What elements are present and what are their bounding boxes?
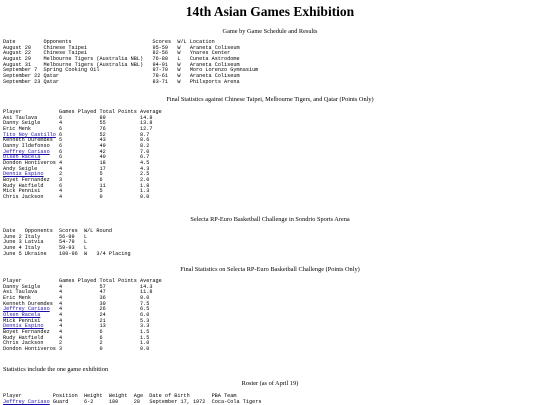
table-row: August 31 Melbourne Tigers (Australia NBL) 94-91 W Araneta Coliseum bbox=[3, 61, 240, 68]
table-row: Danny Seigle 4 55 13.8 bbox=[3, 120, 153, 127]
table-row: Danny Ildefonso 6 49 8.2 bbox=[3, 142, 150, 149]
sondrio-stats-heading: Final Statistics on Selecta RP-Euro Basketball Challenge (Points Only) bbox=[180, 266, 360, 273]
table-header: Player Games Played Total Points Average bbox=[3, 109, 162, 115]
table-row: Rudy Hatfield 4 6 1.5 bbox=[3, 334, 150, 341]
player-link[interactable]: Tito Noy Castillo bbox=[3, 131, 56, 138]
table-row: Boyet Fernandez 4 6 1.5 bbox=[3, 328, 150, 335]
table-row: Asi Taulava 6 89 14.8 bbox=[3, 114, 153, 121]
table-row: Rudy Hatfield 6 11 1.8 bbox=[3, 182, 150, 189]
table-header: Date Opponents Scores W/L Location bbox=[3, 39, 215, 45]
table-row: Dondon Hontiveros 3 0 0.0 bbox=[3, 345, 150, 352]
player-link[interactable]: Olsen Racela bbox=[3, 154, 41, 161]
player-link[interactable]: Dennis Espino bbox=[3, 171, 44, 178]
table-row: Jeffrey Cariaso 6 42 7.0 bbox=[3, 148, 150, 155]
player-link[interactable]: Dennis Espino bbox=[3, 323, 44, 330]
table-row: Olsen Racela 6 40 6.7 bbox=[3, 154, 150, 161]
table-row: Eric Menk 6 76 12.7 bbox=[3, 125, 153, 132]
player-link[interactable]: Jeffrey Cariaso bbox=[3, 306, 50, 313]
table-row: Chris Jackson 2 2 1.0 bbox=[3, 340, 150, 347]
table-row: Tito Noy Castillo 6 52 8.7 bbox=[3, 131, 150, 138]
table-row: August 22 Chinese Taipei 82-56 W Ynares Center bbox=[3, 50, 231, 57]
table-row: Eric Menk 4 36 9.0 bbox=[3, 294, 150, 301]
table-row: June 5 Ukraine 100-96 W 3/4 Placing bbox=[3, 250, 131, 257]
table-row: June 4 Italy 59-93 L bbox=[3, 244, 97, 251]
schedule-table bbox=[3, 40, 258, 85]
table-row: Asi Taulava 4 47 11.8 bbox=[3, 289, 153, 296]
table-row: Dondon Hontiveros 4 18 4.5 bbox=[3, 159, 150, 166]
table-header: Date Opponents Scores W/L Round bbox=[3, 228, 112, 234]
final-stats-table bbox=[3, 110, 162, 201]
schedule-heading: Game by Game Schedule and Results bbox=[222, 28, 318, 35]
sondrio-table bbox=[3, 229, 131, 257]
table-row: June 2 Italy 56-99 L bbox=[3, 233, 97, 240]
table-row: Andy Seigle 4 17 4.3 bbox=[3, 165, 150, 172]
roster-table bbox=[3, 394, 261, 405]
player-link[interactable]: Olsen Racela bbox=[3, 311, 41, 318]
final-stats-heading: Final Statistics against Chinese Taipei, Melbourne Tigers, and Qatar (Points Only) bbox=[166, 96, 374, 103]
table-row: June 3 Latvia 54-79 L bbox=[3, 239, 97, 246]
table-row: Olsen Racela 4 24 6.0 bbox=[3, 311, 150, 318]
table-row: Dennis Espino 2 5 2.5 bbox=[3, 171, 150, 178]
table-header: Player Position Height Weight Age Date of Birth PBA Team bbox=[3, 393, 237, 399]
table-row: Chris Jackson 4 0 0.0 bbox=[3, 193, 150, 200]
table-row: Jeffrey Cariaso 4 26 6.5 bbox=[3, 306, 150, 313]
table-row: Dennis Espino 4 13 3.3 bbox=[3, 323, 150, 330]
stats-note: Statistics include the one game exhibition bbox=[3, 366, 109, 373]
table-row: September 23 Qatar 83-71 W Philsports Arena bbox=[3, 78, 240, 85]
table-row: Kenneth Duremdes 4 30 7.5 bbox=[3, 300, 150, 307]
table-header: Player Games Played Total Points Average bbox=[3, 278, 162, 284]
table-row: Boyet Fernandez 3 6 2.0 bbox=[3, 176, 150, 183]
sondrio-stats-table bbox=[3, 279, 162, 353]
table-row: Jeffrey Cariaso Guard 6-2 180 28 September 17, 1972 Coca-Cola Tigers bbox=[3, 398, 262, 405]
sondrio-heading: Selecta RP-Euro Basketball Challenge in Sondrio Sports Arena bbox=[190, 216, 350, 223]
table-row: August 29 Melbourne Tigers (Australia NBL) 76-80 L Cuneta Astrodome bbox=[3, 55, 240, 62]
table-row: September 7 Spring Cooking Oil 97-70 W Moro Lorenzo Gymnasium bbox=[3, 67, 259, 74]
player-link[interactable]: Jeffrey Cariaso bbox=[3, 148, 50, 155]
table-row: September 22 Qatar 78-61 W Araneta Coliseum bbox=[3, 72, 240, 79]
table-row: Kenneth Duremdes 5 43 8.6 bbox=[3, 137, 150, 144]
page-title: 14th Asian Games Exhibition bbox=[185, 4, 355, 19]
table-row: August 20 Chinese Taipei 95-59 W Araneta Coliseum bbox=[3, 44, 240, 51]
roster-heading: Roster (as of April 19) bbox=[241, 380, 299, 387]
player-link[interactable]: Jeffrey Cariaso bbox=[3, 398, 50, 405]
table-row: Mick Pennisi 4 5 1.3 bbox=[3, 188, 150, 195]
table-row: Mick Pennisi 4 21 5.3 bbox=[3, 317, 150, 324]
table-row: Danny Seigle 4 57 14.3 bbox=[3, 283, 153, 290]
